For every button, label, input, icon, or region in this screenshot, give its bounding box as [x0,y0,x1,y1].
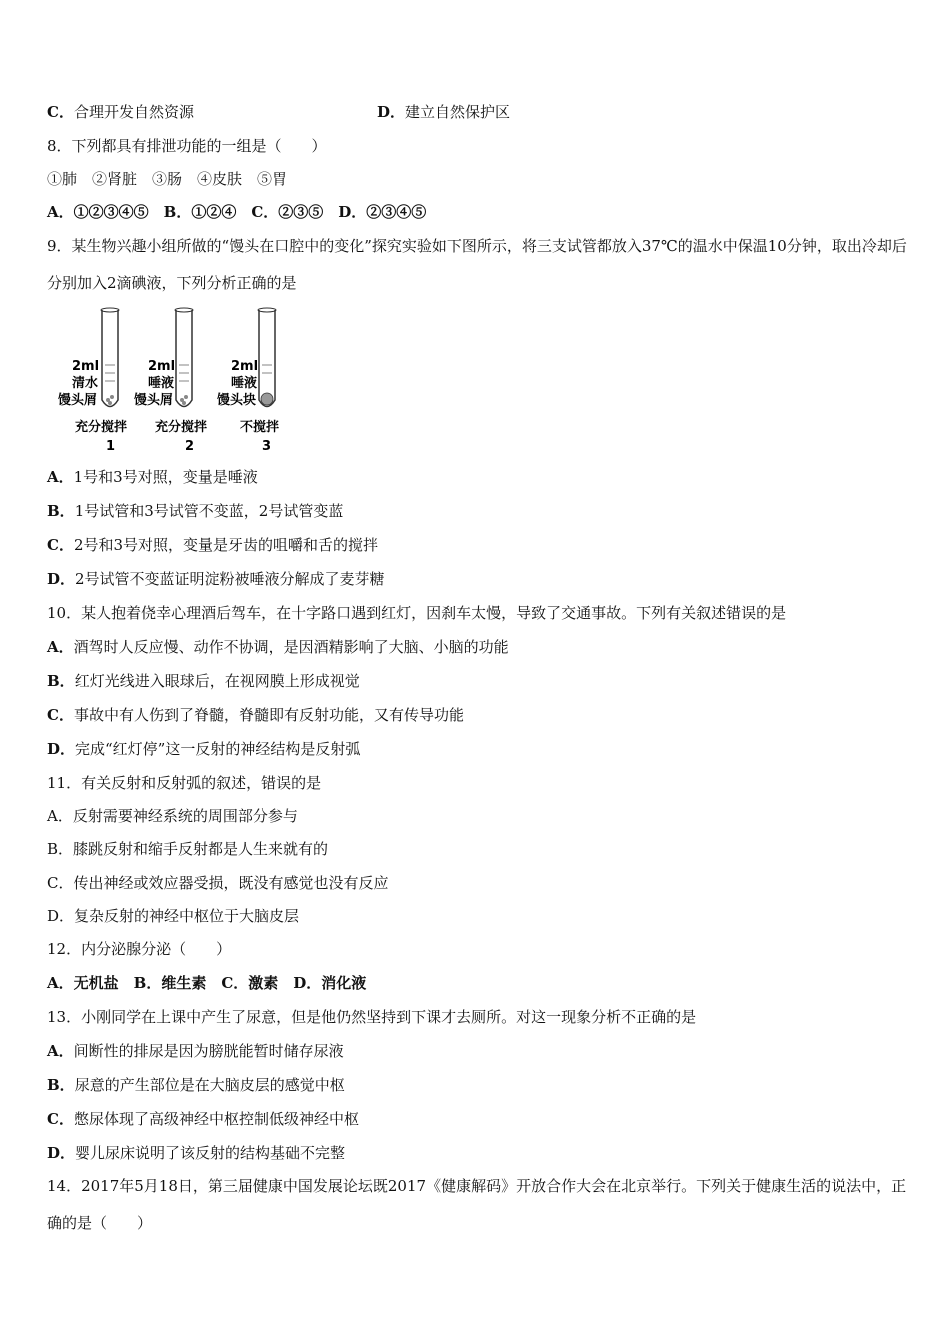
tube-1-liquid: 清水 [72,376,99,391]
q9-option-a: A．1号和3号对照，变量是唾液 [47,468,258,486]
q13-option-d: D．婴儿尿床说明了该反射的结构基础不完整 [47,1144,346,1162]
tube-3-action: 不搅拌 [240,420,280,435]
q9-option-b: B．1号试管和3号试管不变蓝，2号试管变蓝 [47,502,344,520]
tube-1-amount: 2ml [72,359,100,374]
q9-stem: 9．某生物兴趣小组所做的“馒头在口腔中的变化”探究实验如下图所示，将三支试管都放入37℃的温水中保温10分钟，取出冷却后分别加入2滴碘液，下列分析正确的是 [47,237,907,292]
q9-option-d: D．2号试管不变蓝证明淀粉被唾液分解成了麦芽糖 [47,570,385,588]
q12-stem: 12．内分泌腺分泌（ ） [47,940,232,958]
q11-stem: 11．有关反射和反射弧的叙述，错误的是 [47,774,322,792]
q10-option-d: D．完成“红灯停”这一反射的神经结构是反射弧 [47,740,361,758]
q10-stem: 10．某人抱着侥幸心理酒后驾车，在十字路口遇到红灯，因刹车太慢，导致了交通事故。下列有关叙述错误的是 [47,604,787,622]
q8-options: A．①②③④⑤ B．①②④ C．②③⑤ D．②③④⑤ [47,203,427,221]
q11-option-a: A．反射需要神经系统的周围部分参与 [47,807,298,825]
q7-option-c: C．合理开发自然资源 [47,103,194,121]
q13-option-c: C．憋尿体现了高级神经中枢控制低级神经中枢 [47,1110,359,1128]
q10-option-c: C．事故中有人伤到了脊髓，脊髓即有反射功能，又有传导功能 [47,706,464,724]
q9-option-c: C．2号和3号对照，变量是牙齿的咀嚼和舌的搅拌 [47,536,379,554]
tube-2 [175,308,193,407]
q8-items: ①肺 ②肾脏 ③肠 ④皮肤 ⑤胃 [47,170,288,188]
q10-option-b: B．红灯光线进入眼球后，在视网膜上形成视觉 [47,672,360,690]
tube-2-number: 2 [185,439,195,454]
q11-option-d: D．复杂反射的神经中枢位于大脑皮层 [47,907,300,925]
q13-option-a: A．间断性的排尿是因为膀胱能暂时储存尿液 [47,1042,344,1060]
q13-stem: 13．小刚同学在上课中产生了尿意，但是他仍然坚持到下课才去厕所。对这一现象分析不正确的是 [47,1008,697,1026]
tube-3 [258,308,276,407]
tube-3-number: 3 [262,439,272,454]
test-tube-figure [50,305,290,460]
tube-3-solid: 馒头块 [217,393,257,408]
tube-1-action: 充分搅拌 [75,420,128,435]
tube-1 [101,308,119,407]
tube-1-solid: 馒头屑 [58,393,98,408]
q13-option-b: B．尿意的产生部位是在大脑皮层的感觉中枢 [47,1076,345,1094]
q11-option-c: C．传出神经或效应器受损，既没有感觉也没有反应 [47,874,389,892]
q11-option-b: B．膝跳反射和缩手反射都是人生来就有的 [47,840,329,858]
tube-2-amount: 2ml [148,359,176,374]
q12-options: A．无机盐 B．维生素 C．激素 D．消化液 [47,974,367,992]
q10-option-a: A．酒驾时人反应慢、动作不协调，是因酒精影响了大脑、小脑的功能 [47,638,509,656]
tube-2-action: 充分搅拌 [155,420,208,435]
tube-2-liquid: 唾液 [148,376,175,391]
test-tube-diagram [50,305,290,460]
q8-stem: 8．下列都具有排泄功能的一组是（ ） [47,137,327,155]
q14-stem: 14．2017年5月18日，第三届健康中国发展论坛既2017《健康解码》开放合作大会在北京举行。下列关于健康生活的说法中，正确的是（ ） [47,1177,907,1232]
tube-3-amount: 2ml [231,359,259,374]
tube-1-number: 1 [106,439,116,454]
tube-2-solid: 馒头屑 [134,393,174,408]
tube-3-liquid: 唾液 [231,376,258,391]
q7-option-d: D．建立自然保护区 [377,103,511,121]
